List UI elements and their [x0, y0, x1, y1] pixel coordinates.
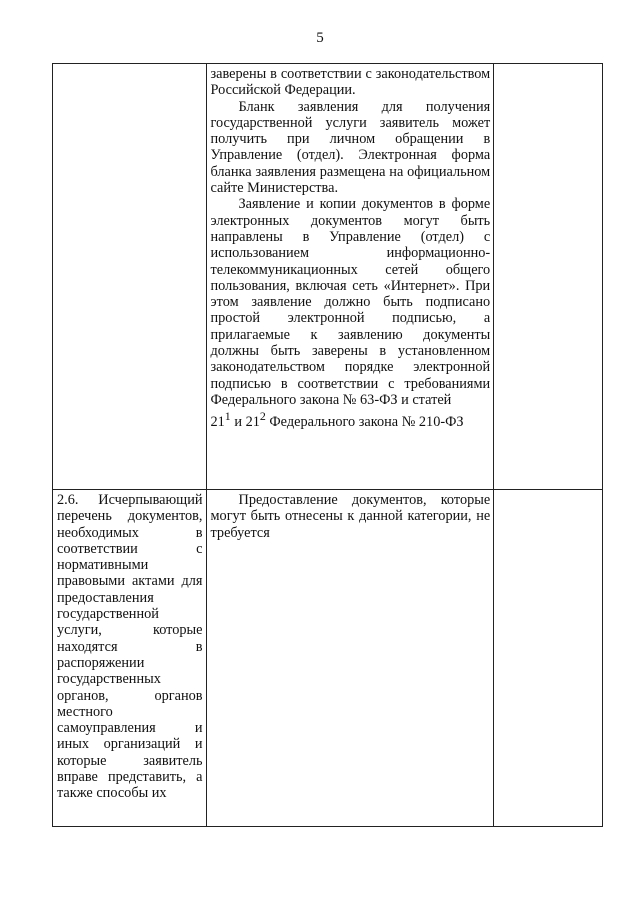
regulation-table	[52, 63, 603, 827]
paragraph-form-blank: Бланк заявления для получения государственной услуги заявитель может получить при личном обращении в Управление (отдел). Электронная форма бланка заявления размещена на официальном сайте Министерства.	[210, 98, 491, 197]
law-name: Федерального закона № 210-ФЗ	[265, 414, 464, 430]
row1-col1-cell	[53, 64, 207, 490]
article-number-1: 21	[210, 414, 225, 430]
paragraph-certified: заверены в соответствии с законодательством Российской Федерации.	[210, 66, 491, 99]
article-number-2: 21	[245, 414, 260, 430]
row2-col2-cell	[206, 490, 494, 827]
table-row	[53, 64, 603, 490]
row1-col2-cell	[206, 64, 494, 490]
paragraph-electronic-submission: Заявление и копии документов в форме электронных документов могут быть направлены в Управление (отдел) с использованием информационно-телекоммуникационных сетей общего пользования, включая сеть «Интернет». При этом заявление должно быть подписано простой электронной подписью, а прилагаемые к заявлению документы должны быть заверены в установленном законодательством порядке электронной подписью в соответствии с требованиями Федерального закона № 63-ФЗ и статей	[210, 196, 491, 408]
article-superscript-1: 1	[224, 409, 231, 424]
table-row	[53, 490, 603, 827]
page-number: 5	[316, 30, 324, 46]
paragraph-law-reference	[211, 408, 491, 430]
paragraph-not-required: Предоставление документов, которые могут быть отнесены к данной категории, не требуется	[210, 492, 491, 541]
article-superscript-2: 2	[259, 409, 266, 424]
row2-col1-cell: 2.6. Исчерпывающий перечень документов, необходимых в соответствии с нормативными правовыми актами для предоставления государственной услуги, которые находятся в распоряжении государственных органов, органов местного самоуправления и иных организаций и которые заявитель вправе представить, а также способы их	[53, 490, 207, 827]
row2-col3-cell	[494, 490, 603, 827]
row1-col3-cell	[494, 64, 603, 490]
conjunction: и	[230, 414, 246, 430]
